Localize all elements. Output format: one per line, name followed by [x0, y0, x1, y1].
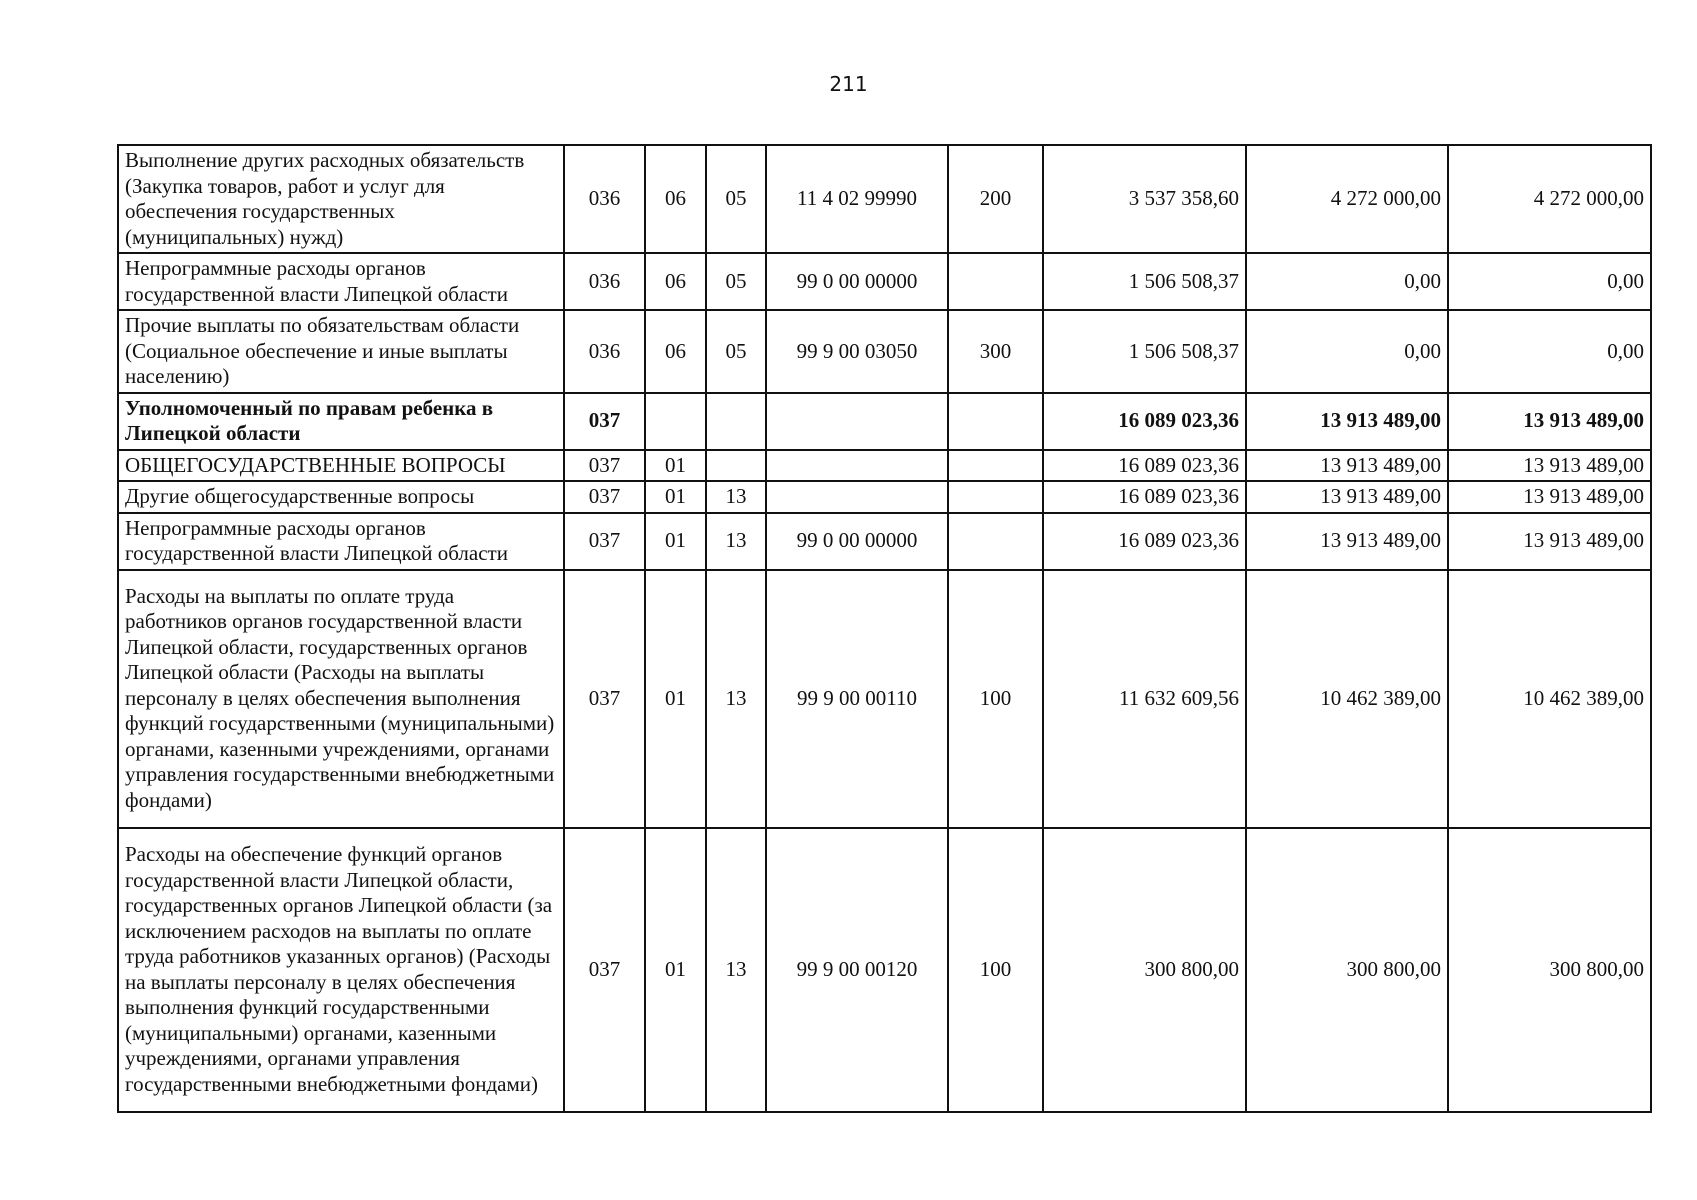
amount-year-2: 13 913 489,00: [1246, 481, 1448, 513]
section-code: 01: [645, 513, 706, 570]
ministry-code: 037: [564, 481, 645, 513]
ministry-code: 037: [564, 828, 645, 1112]
amount-year-3: 10 462 389,00: [1448, 570, 1651, 828]
table-row: [118, 481, 1651, 513]
amount-year-3: 0,00: [1448, 253, 1651, 310]
page-number: 211: [829, 72, 868, 96]
ministry-code: 036: [564, 253, 645, 310]
amount-year-1: 1 506 508,37: [1043, 253, 1246, 310]
ministry-code: 036: [564, 310, 645, 393]
ministry-code: 037: [564, 450, 645, 482]
amount-year-2: 13 913 489,00: [1246, 393, 1448, 450]
table-row: [118, 393, 1651, 450]
target-article-code: 99 9 00 00120: [766, 828, 948, 1112]
section-code: 01: [645, 828, 706, 1112]
row-description: Расходы на обеспечение функций органов государственной власти Липецкой области, государственных органов Липецкой области (за исключением расходов на выплаты по оплате труда работников указанных органов) (Расходы на выплаты персоналу в целях обеспечения выполнения функций государственными (муниципальными) органами, казенными учреждениями, органами управления государственными внебюджетными фондами): [118, 828, 564, 1112]
row-description: ОБЩЕГОСУДАРСТВЕННЫЕ ВОПРОСЫ: [118, 450, 564, 482]
amount-year-3: 13 913 489,00: [1448, 481, 1651, 513]
amount-year-3: 13 913 489,00: [1448, 393, 1651, 450]
expense-type-code: 100: [948, 570, 1043, 828]
expense-type-code: [948, 253, 1043, 310]
amount-year-1: 16 089 023,36: [1043, 393, 1246, 450]
subsection-code: 05: [706, 310, 766, 393]
ministry-code: 037: [564, 393, 645, 450]
amount-year-3: 0,00: [1448, 310, 1651, 393]
budget-table: [117, 144, 1652, 1113]
amount-year-1: 16 089 023,36: [1043, 481, 1246, 513]
amount-year-2: 4 272 000,00: [1246, 145, 1448, 253]
amount-year-2: 0,00: [1246, 310, 1448, 393]
row-description: Непрограммные расходы органов государственной власти Липецкой области: [118, 253, 564, 310]
target-article-code: [766, 481, 948, 513]
row-description: Непрограммные расходы органов государственной власти Липецкой области: [118, 513, 564, 570]
expense-type-code: 200: [948, 145, 1043, 253]
target-article-code: 99 9 00 00110: [766, 570, 948, 828]
section-code: [645, 393, 706, 450]
section-code: 01: [645, 570, 706, 828]
target-article-code: [766, 450, 948, 482]
section-code: 06: [645, 145, 706, 253]
target-article-code: 99 0 00 00000: [766, 253, 948, 310]
subsection-code: 13: [706, 513, 766, 570]
section-code: 01: [645, 481, 706, 513]
table-row: [118, 450, 1651, 482]
ministry-code: 037: [564, 570, 645, 828]
subsection-code: 13: [706, 828, 766, 1112]
target-article-code: 11 4 02 99990: [766, 145, 948, 253]
amount-year-1: 11 632 609,56: [1043, 570, 1246, 828]
expense-type-code: [948, 481, 1043, 513]
target-article-code: 99 9 00 03050: [766, 310, 948, 393]
expense-type-code: 300: [948, 310, 1043, 393]
amount-year-1: 1 506 508,37: [1043, 310, 1246, 393]
amount-year-2: 10 462 389,00: [1246, 570, 1448, 828]
table-row: [118, 570, 1651, 828]
table-row: [118, 310, 1651, 393]
expense-type-code: [948, 513, 1043, 570]
row-description: Расходы на выплаты по оплате труда работников органов государственной власти Липецкой области, государственных органов Липецкой области (Расходы на выплаты персоналу в целях обеспечения выполнения функций государственными (муниципальными) органами, казенными учреждениями, органами управления государственными внебюджетными фондами): [118, 570, 564, 828]
ministry-code: 037: [564, 513, 645, 570]
expense-type-code: [948, 450, 1043, 482]
amount-year-3: 13 913 489,00: [1448, 513, 1651, 570]
row-description: Прочие выплаты по обязательствам области (Социальное обеспечение и иные выплаты населению): [118, 310, 564, 393]
amount-year-2: 0,00: [1246, 253, 1448, 310]
section-code: 01: [645, 450, 706, 482]
amount-year-1: 300 800,00: [1043, 828, 1246, 1112]
amount-year-1: 16 089 023,36: [1043, 513, 1246, 570]
amount-year-2: 300 800,00: [1246, 828, 1448, 1112]
target-article-code: 99 0 00 00000: [766, 513, 948, 570]
section-code: 06: [645, 253, 706, 310]
subsection-code: 05: [706, 145, 766, 253]
row-description: Уполномоченный по правам ребенка в Липецкой области: [118, 393, 564, 450]
subsection-code: [706, 393, 766, 450]
amount-year-3: 13 913 489,00: [1448, 450, 1651, 482]
ministry-code: 036: [564, 145, 645, 253]
expense-type-code: [948, 393, 1043, 450]
subsection-code: 05: [706, 253, 766, 310]
amount-year-2: 13 913 489,00: [1246, 450, 1448, 482]
amount-year-3: 300 800,00: [1448, 828, 1651, 1112]
row-description: Выполнение других расходных обязательств (Закупка товаров, работ и услуг для обеспечения государственных (муниципальных) нужд): [118, 145, 564, 253]
table-row: [118, 828, 1651, 1112]
subsection-code: 13: [706, 570, 766, 828]
amount-year-3: 4 272 000,00: [1448, 145, 1651, 253]
subsection-code: [706, 450, 766, 482]
section-code: 06: [645, 310, 706, 393]
amount-year-1: 16 089 023,36: [1043, 450, 1246, 482]
table-row: [118, 253, 1651, 310]
subsection-code: 13: [706, 481, 766, 513]
expense-type-code: 100: [948, 828, 1043, 1112]
table-row: [118, 145, 1651, 253]
table-row: [118, 513, 1651, 570]
target-article-code: [766, 393, 948, 450]
amount-year-2: 13 913 489,00: [1246, 513, 1448, 570]
amount-year-1: 3 537 358,60: [1043, 145, 1246, 253]
row-description: Другие общегосударственные вопросы: [118, 481, 564, 513]
